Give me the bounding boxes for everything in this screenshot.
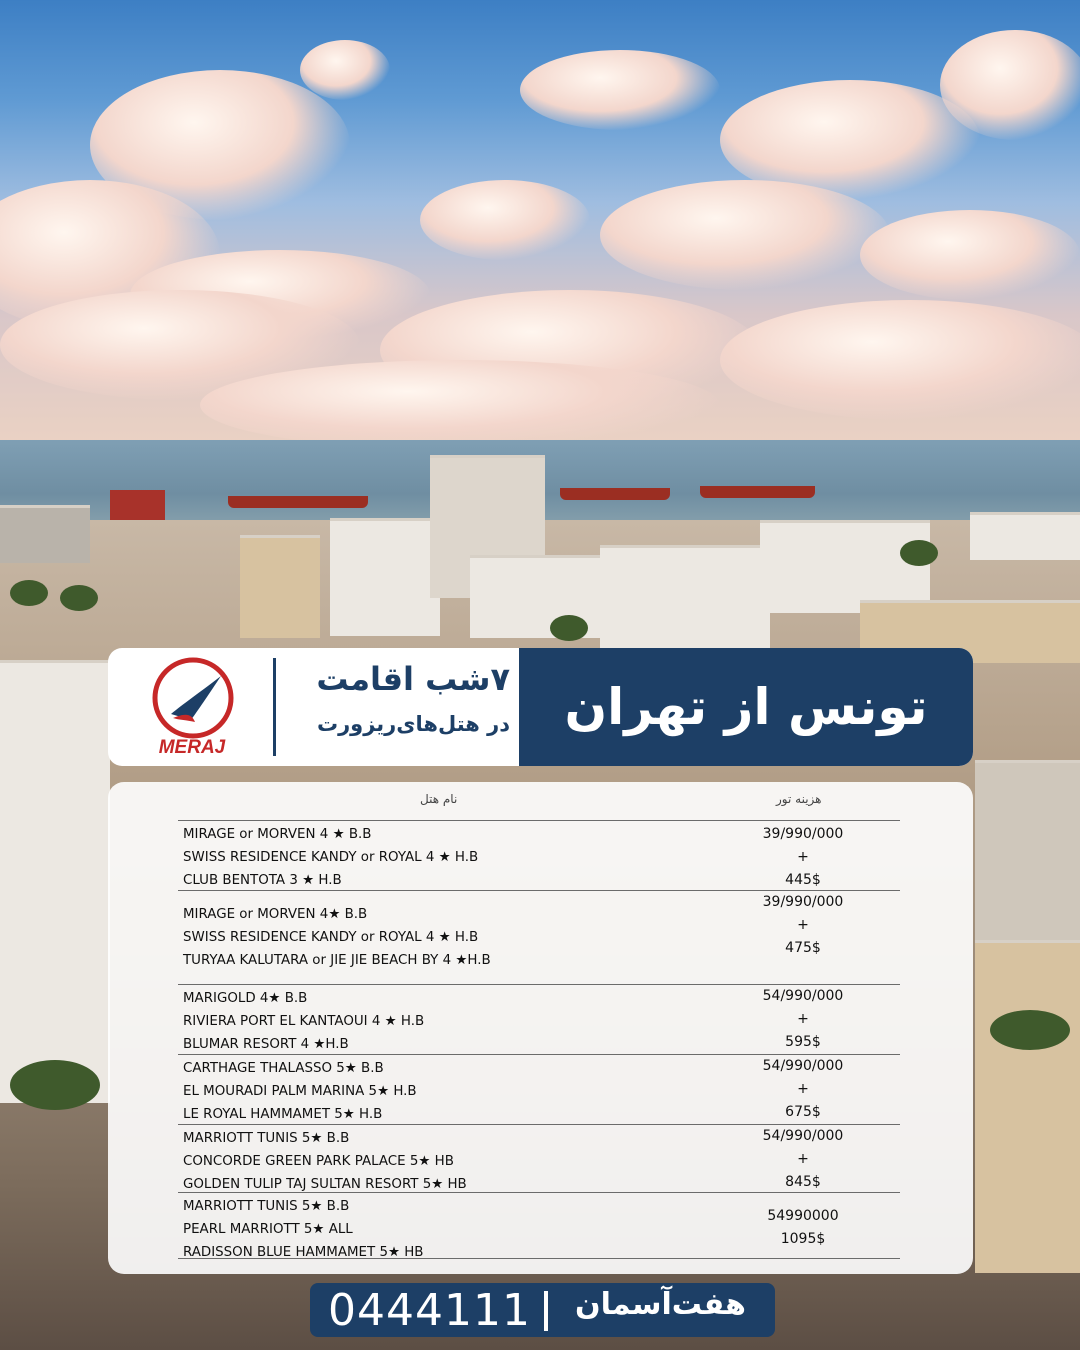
hotel-name: MARIGOLD 4★ B.B (183, 991, 308, 1006)
table-row (178, 984, 900, 1055)
table-row (178, 1124, 900, 1193)
contact-bar (310, 1283, 775, 1337)
hotel-name: EL MOURADI PALM MARINA 5★ H.B (183, 1084, 417, 1099)
hotel-name: MARRIOTT TUNIS 5★ B.B (183, 1199, 350, 1214)
price-rial: 39/990/000 (762, 826, 844, 842)
stay-duration: ۷شب اقامت (316, 660, 510, 698)
footer-divider (544, 1291, 548, 1331)
hotel-name: CARTHAGE THALASSO 5★ B.B (183, 1061, 384, 1076)
price-rial: 54/990/000 (762, 1058, 844, 1074)
logo-text: MERAJ (158, 737, 226, 758)
price-plus: + (797, 1081, 809, 1097)
hotel-name: BLUMAR RESORT 4 ★H.B (183, 1037, 349, 1052)
stay-type: در هتل‌های‌ریزورت (316, 712, 510, 736)
table-row (178, 1192, 900, 1259)
page-title: تونس از تهران (564, 678, 928, 736)
price-usd: 675$ (785, 1104, 821, 1120)
hotel-name: SWISS RESIDENCE KANDY or ROYAL 4 ★ H.B (183, 930, 479, 945)
hotel-name: GOLDEN TULIP TAJ SULTAN RESORT 5★ HB (183, 1177, 467, 1192)
price-plus: + (797, 1011, 809, 1027)
hotel-name: CLUB BENTOTA 3 ★ H.B (183, 873, 342, 888)
hotel-name: CONCORDE GREEN PARK PALACE 5★ HB (183, 1154, 454, 1169)
price-rial: 54990000 (767, 1208, 839, 1224)
price-plus: + (797, 1151, 809, 1167)
price-rial: 39/990/000 (762, 894, 844, 910)
table-row (178, 820, 900, 891)
price-rial: 54/990/000 (762, 988, 844, 1004)
table-bottom-rule (178, 1258, 900, 1259)
hotel-name: MIRAGE or MORVEN 4★ B.B (183, 907, 368, 922)
column-header-price: هزینه تور (776, 792, 822, 806)
hotel-name: TURYAA KALUTARA or JIE JIE BEACH BY 4 ★H.B (183, 953, 491, 968)
price-usd: 445$ (785, 872, 821, 888)
brand-name: هفت‌آسمان (575, 1287, 746, 1322)
hotel-name: RADISSON BLUE HAMMAMET 5★ HB (183, 1245, 424, 1260)
price-usd: 845$ (785, 1174, 821, 1190)
hotel-name: PEARL MARRIOTT 5★ ALL (183, 1222, 353, 1237)
price-plus: + (797, 917, 809, 933)
price-usd: 475$ (785, 940, 821, 956)
hotel-name: LE ROYAL HAMMAMET 5★ H.B (183, 1107, 383, 1122)
price-usd: 1095$ (780, 1231, 826, 1247)
table-row (178, 890, 900, 985)
price-usd: 595$ (785, 1034, 821, 1050)
column-header-hotel: نام هتل (420, 792, 458, 806)
hotel-name: SWISS RESIDENCE KANDY or ROYAL 4 ★ H.B (183, 850, 479, 865)
price-plus: + (797, 849, 809, 865)
phone-number[interactable]: 0444111 (328, 1285, 531, 1336)
hotel-name: RIVIERA PORT EL KANTAOUI 4 ★ H.B (183, 1014, 425, 1029)
hotel-name: MIRAGE or MORVEN 4 ★ B.B (183, 827, 372, 842)
header-divider (273, 658, 276, 756)
hotel-name: MARRIOTT TUNIS 5★ B.B (183, 1131, 350, 1146)
price-rial: 54/990/000 (762, 1128, 844, 1144)
table-row (178, 1054, 900, 1125)
